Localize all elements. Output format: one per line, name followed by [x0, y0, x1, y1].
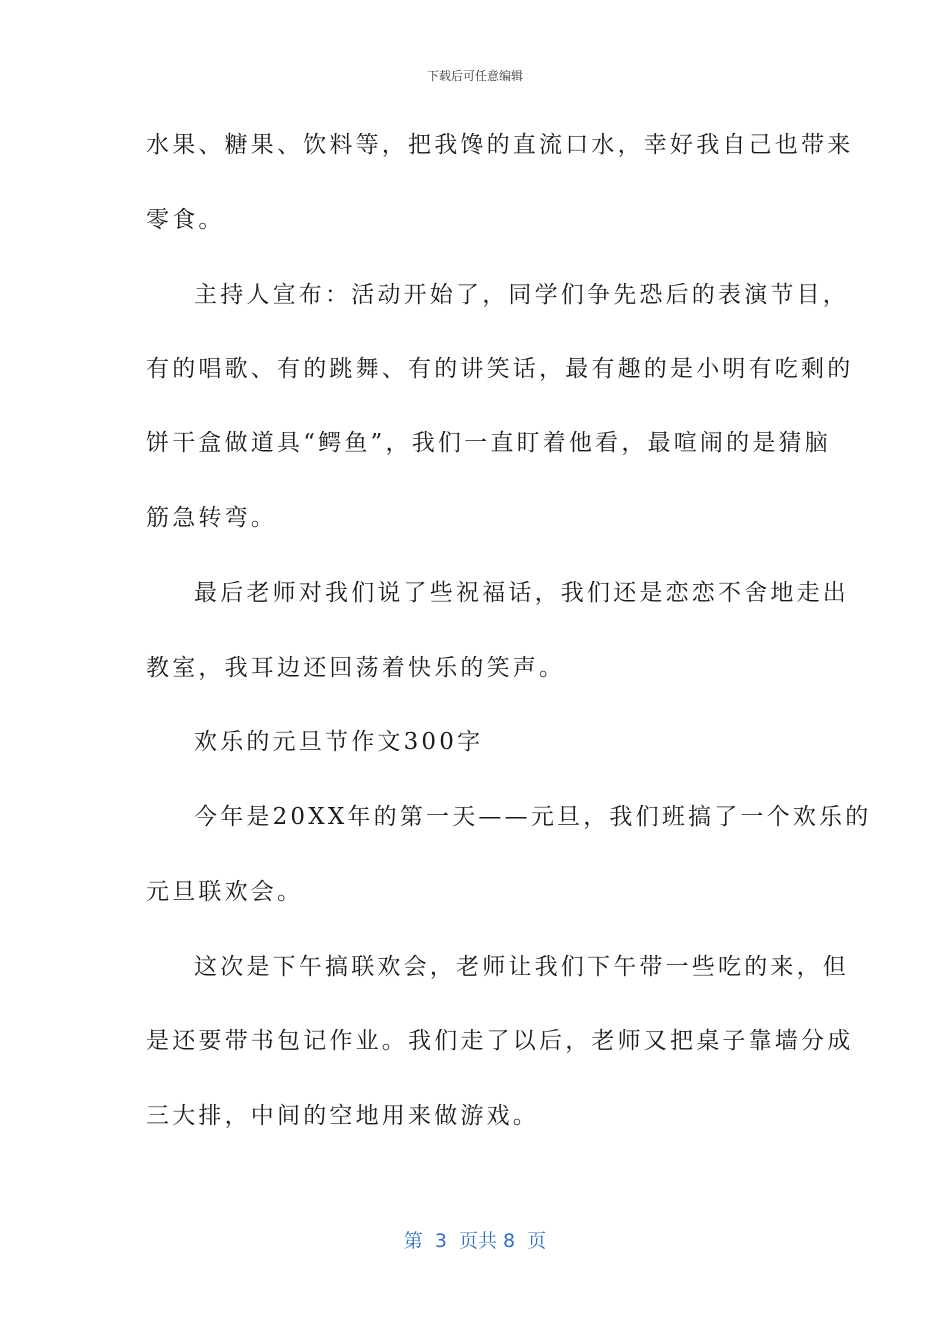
text-line: 今年是20XX年的第一天——元旦，我们班搞了一个欢乐的: [194, 804, 872, 830]
page-header: 下载后可任意编辑: [426, 69, 523, 83]
section-title: 欢乐的元旦节作文300字: [194, 729, 484, 755]
text-line: 三大排，中间的空地用来做游戏。: [146, 1103, 539, 1129]
text-line: 最后老师对我们说了些祝福话，我们还是恋恋不舍地走出: [194, 580, 849, 606]
text-line: 饼干盒做道具“鳄鱼”，我们一直盯着他看，最喧闹的是猜脑: [146, 430, 831, 456]
text-line: 主持人宣布：活动开始了，同学们争先恐后的表演节目，: [194, 282, 849, 308]
text-line: 是还要带书包记作业。我们走了以后，老师又把桌子靠墙分成: [146, 1028, 854, 1054]
page-number: 第 3 页共 8 页: [403, 1230, 547, 1252]
text-line: 筋急转弯。: [146, 505, 277, 531]
text-line: 零食。: [146, 207, 225, 233]
text-line: 教室，我耳边还回荡着快乐的笑声。: [146, 655, 566, 681]
text-line: 水果、糖果、饮料等，把我馋的直流口水，幸好我自己也带来: [146, 132, 854, 158]
text-line: 有的唱歌、有的跳舞、有的讲笑话，最有趣的是小明有吃剩的: [146, 356, 854, 382]
text-line: 元旦联欢会。: [146, 879, 304, 905]
text-line: 这次是下午搞联欢会，老师让我们下午带一些吃的来，但: [194, 954, 849, 980]
